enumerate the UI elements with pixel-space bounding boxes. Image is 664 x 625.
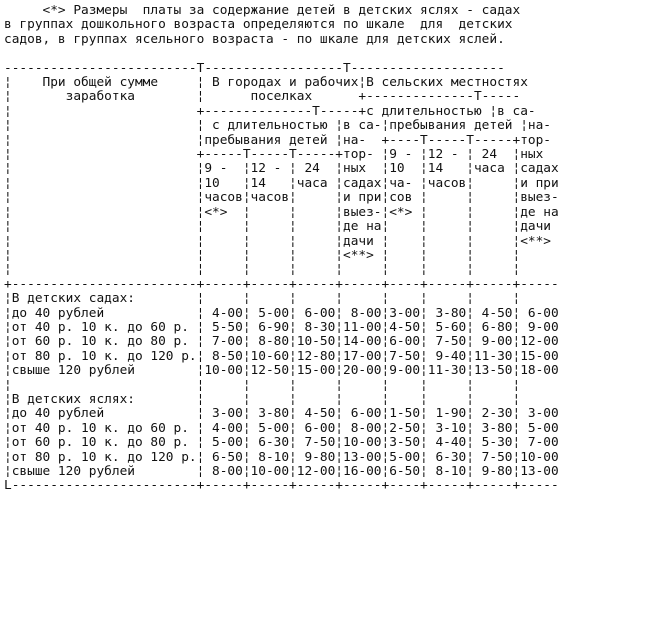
text-line: ¦ +--------------T-----+с длительностью ¦в са- <box>4 103 536 119</box>
text-line: садов, в группах ясельного возраста - по шкале для детских яслей. <box>4 31 505 47</box>
text-line: ¦В детских садах: ¦ ¦ ¦ ¦ ¦ ¦ ¦ ¦ <box>4 291 521 307</box>
text-line: ¦ ¦ ¦ ¦ ¦де на¦ ¦ ¦ ¦дачи <box>4 219 552 235</box>
text-line: ¦ ¦9 - ¦12 - ¦ 24 ¦ных ¦10 ¦14 ¦часа ¦садах <box>4 161 559 177</box>
text-line: ¦ заработка ¦ поселках +--------------T----- <box>4 89 521 105</box>
text-line: ¦от 80 р. 10 к. до 120 р.¦ 6-50¦ 8-10¦ 9-80¦13-00¦5-00¦ 6-30¦ 7-50¦10-00 <box>4 449 559 465</box>
text-line: в группах дошкольного возраста определяются по шкале для детских <box>4 17 513 33</box>
text-line: ¦В детских яслях: ¦ ¦ ¦ ¦ ¦ ¦ ¦ ¦ <box>4 391 521 407</box>
text-line: ¦от 40 р. 10 к. до 60 р. ¦ 5-50¦ 6-90¦ 8-30¦11-00¦4-50¦ 5-60¦ 6-80¦ 9-00 <box>4 319 559 335</box>
fee-scale-table-text <box>4 4 660 494</box>
text-line: +------------------------+-----+-----+-----+-----+----+-----+-----+----- <box>4 276 559 292</box>
text-line: ¦ ¦ ¦ ¦ ¦ ¦ ¦ ¦ ¦ <box>4 377 521 393</box>
text-line: <*> Размеры платы за содержание детей в детских яслях - садах <box>4 4 521 18</box>
text-line: ¦ ¦ с длительностью ¦в са-¦пребывания детей ¦на- <box>4 118 552 134</box>
text-line: ¦свыше 120 рублей ¦10-00¦12-50¦15-00¦20-00¦9-00¦11-30¦13-50¦18-00 <box>4 363 559 379</box>
text-line: ¦ +-----T-----T-----+тор- ¦9 - ¦12 - ¦ 24 ¦ных <box>4 147 544 163</box>
text-line: ¦до 40 рублей ¦ 4-00¦ 5-00¦ 6-00¦ 8-00¦3-00¦ 3-80¦ 4-50¦ 6-00 <box>4 305 559 321</box>
text-line: ¦ ¦пребывания детей ¦на- +----T-----T-----+тор- <box>4 132 552 148</box>
text-line: ¦от 80 р. 10 к. до 120 р.¦ 8-50¦10-60¦12-80¦17-00¦7-50¦ 9-40¦11-30¦15-00 <box>4 348 559 364</box>
text-line: L------------------------+-----+-----+-----+-----+----+-----+-----+----- <box>4 478 559 494</box>
document-page <box>4 4 660 621</box>
text-line: ¦от 60 р. 10 к. до 80 р. ¦ 7-00¦ 8-80¦10-50¦14-00¦6-00¦ 7-50¦ 9-00¦12-00 <box>4 334 559 350</box>
text-line: ¦ ¦10 ¦14 ¦часа ¦садах¦ча- ¦часов¦ ¦и при <box>4 175 559 191</box>
text-line: ¦ При общей сумме ¦ В городах и рабочих¦В сельских местностях <box>4 75 528 91</box>
text-line: ¦ ¦ ¦ ¦ ¦<**> ¦ ¦ ¦ ¦ <box>4 247 521 263</box>
text-line: -------------------------T------------------T-------------------- <box>4 60 505 76</box>
text-line: ¦от 40 р. 10 к. до 60 р. ¦ 4-00¦ 5-00¦ 6-00¦ 8-00¦2-50¦ 3-10¦ 3-80¦ 5-00 <box>4 420 559 436</box>
text-line: ¦ ¦ ¦ ¦ ¦дачи ¦ ¦ ¦ ¦<**> <box>4 233 552 249</box>
text-line: ¦свыше 120 рублей ¦ 8-00¦10-00¦12-00¦16-00¦6-50¦ 8-10¦ 9-80¦13-00 <box>4 464 559 479</box>
text-line: ¦ ¦ ¦ ¦ ¦ ¦ ¦ ¦ ¦ <box>4 262 521 278</box>
text-line: ¦до 40 рублей ¦ 3-00¦ 3-80¦ 4-50¦ 6-00¦1-50¦ 1-90¦ 2-30¦ 3-00 <box>4 406 559 422</box>
text-line: ¦от 60 р. 10 к. до 80 р. ¦ 5-00¦ 6-30¦ 7-50¦10-00¦3-50¦ 4-40¦ 5-30¦ 7-00 <box>4 435 559 451</box>
text-line: ¦ ¦часов¦часов¦ ¦и при¦сов ¦ ¦ ¦выез- <box>4 190 559 206</box>
text-line: ¦ ¦<*> ¦ ¦ ¦выез-¦<*> ¦ ¦ ¦де на <box>4 204 559 220</box>
